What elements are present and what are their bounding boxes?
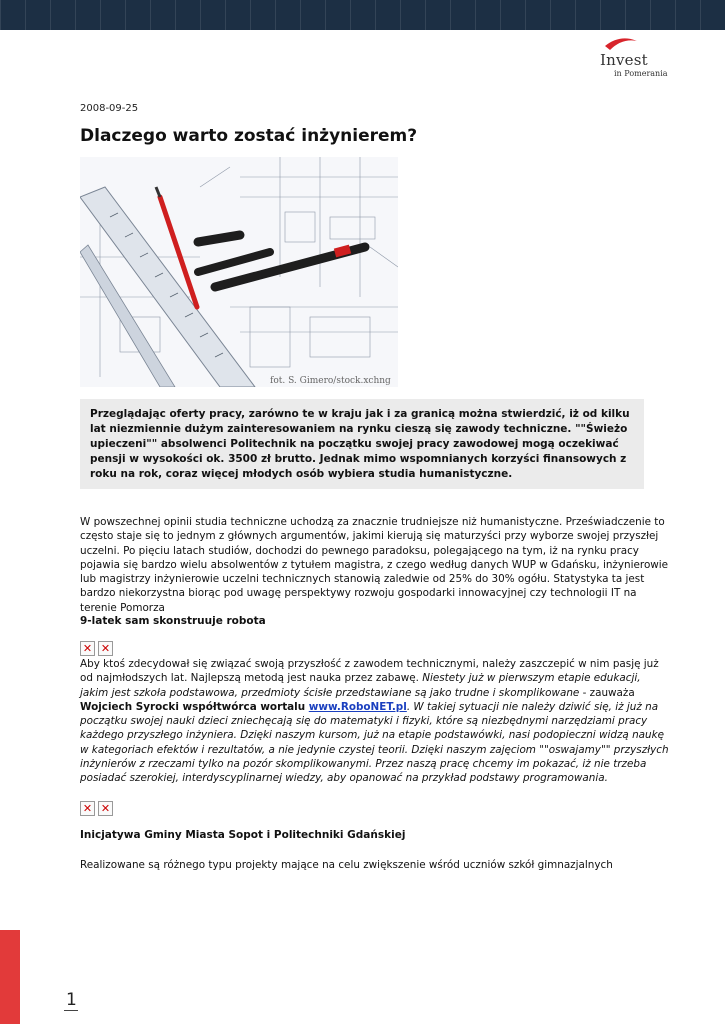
article-paragraph-2 [80,657,670,786]
engineering-drawing-photo [80,157,398,387]
page-number-underline [64,1010,78,1011]
logo-brand-text: Invest [600,51,648,69]
paragraph-2-quote: Niestety już w pierwszym etapie edukacji, jakim jest szkoła podstawowa, przedmioty ścisłe przedstawiane są jako trudne i skomplikowane [80,672,641,699]
article-paragraph-1: W powszechnej opinii studia techniczne uchodzą za znacznie trudniejsze niż humanistyczne. Przeświadczenie to często staje się to jednym z głównych argumentów, jakimi kierują się maturzyści przy wyborze swojej przyszłej uczelni. Po pięciu latach studiów, dochodzi do pewnego paradoksu, polegającego na tym, iż na rynku pracy pojawia się bardzo wielu absolwentów z tytułem magistra, z czego według danych WUP w Gdańsku, inżynierowie lub magistrzy inżynierowie uczelni technicznych stanowią zaledwie od 25% do 30% ogółu. Statystyka ta jest bardzo niekorzystna biorąc pod uwagę perspektywy rozwoju gospodarki innowacyjnej czy technologii IT na terenie Pomorza [80,516,669,614]
top-banner [0,0,725,30]
paragraph-2-quote: . W takiej sytuacji nie należy dziwić się, iż już na początku swojej nauki dzieci zniechęcają się do matematyki i fizyki, które są niezbędnymi narzędziami pracy każdego przyszłego inżyniera. Dzięki naszym kursom, już na etapie podstawówki, nasi podopieczni widzą naukę w kategoriach efektów i rezultatów, a nie jedynie czystej teorii. Dzięki naszym zajęciom ""oswajamy"" przyszłych inżynierów z rzeczami tylko na pozór skomplikowanymi. Przez naszą pracę chcemy im pokazać, iż nie trzeba posiadać szerokiej, interdyscyplinarnej wiedzy, aby opanować na przykład podstawy programowania. [80,700,669,785]
logo-subtitle-text: in Pomerania [614,69,668,78]
article-lead: Przeglądając oferty pracy, zarówno te w kraju jak i za granicą można stwierdzić, iż od kilku lat niezmiennie dużym zainteresowaniem na rynku cieszą się zawody techniczne. ""Świeżo upieczeni"" absolwenci Politechnik na początku swojej pracy zawodowej mogą oczekiwać pensji w wysokości ok. 3500 zł brutto. Jednak mimo wspomnianych korzyści finansowych z roku na rok, coraz więcej młodych osób wybiera studia humanistyczne. [80,399,644,489]
broken-images-group [80,801,113,816]
article-title: Dlaczego warto zostać inżynierem? [80,126,418,146]
page-number: 1 [66,990,77,1010]
side-accent-strip [0,930,20,1024]
paragraph-2-text: Aby ktoś zdecydował się związać swoją przyszłość z zawodem technicznymi, należy zaszczepić w nim pasję już od najmłodszych lat. Najlepszą metodą jest nauka przez zabawę. [80,658,659,685]
article-photo [80,157,398,387]
article-date: 2008-09-25 [80,103,139,114]
section-heading-sopot: Inicjatywa Gminy Miasta Sopot i Politechniki Gdańskiej [80,829,406,841]
broken-image-icon: ✕ [80,801,95,816]
invest-in-pomerania-logo [596,36,676,84]
broken-images-group [80,641,113,656]
broken-image-icon: ✕ [98,641,113,656]
section-heading-robot: 9-latek sam skonstruuje robota [80,615,266,627]
article-paragraph-3: Realizowane są różnego typu projekty mające na celu zwiększenie wśród uczniów szkół gimnazjalnych [80,859,613,871]
paragraph-2-text: - zauważa [579,686,635,699]
author-name: Wojciech Syrocki współtwórca wortalu [80,700,309,713]
broken-image-icon: ✕ [98,801,113,816]
logo-swoosh-icon [604,36,638,52]
broken-image-icon: ✕ [80,641,95,656]
photo-credit: fot. S. Gimero/stock.xchng [270,376,391,386]
robonet-link[interactable]: www.RoboNET.pl [308,700,407,713]
